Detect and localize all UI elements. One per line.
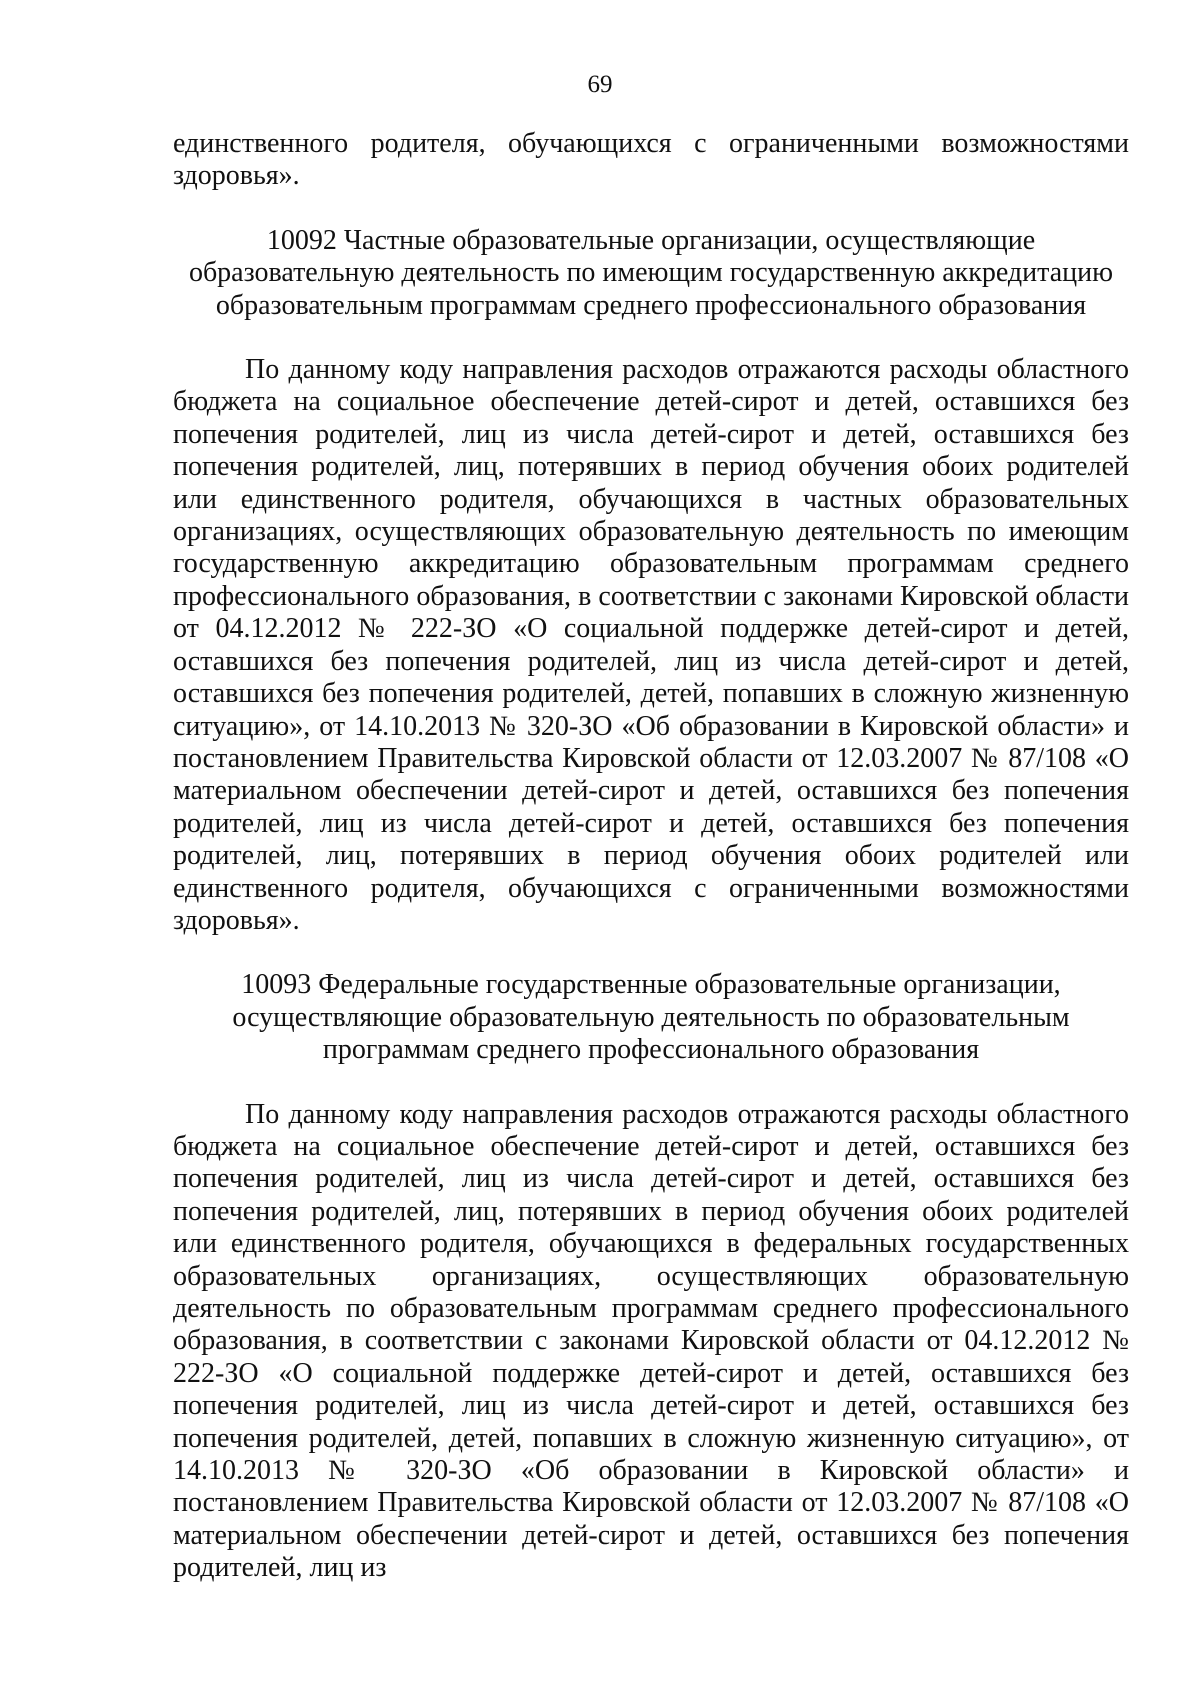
continued-paragraph: единственного родителя, обучающихся с ограниченными возможностями здоровья».	[173, 128, 1129, 192]
document-body	[173, 128, 1129, 1585]
section-heading-10092: 10092 Частные образовательные организации, осуществляющие образовательную деятельность по имеющим государственную аккредитацию образовательным программам среднего профессионального образования	[188, 224, 1114, 321]
page-number: 69	[587, 71, 613, 98]
section-paragraph-10093: По данному коду направления расходов отражаются расходы областного бюджета на социальное обеспечение детей-сирот и детей, оставшихся без попечения родителей, лиц из числа детей-сирот и детей, оставшихся без попечения родителей, лиц, потерявших в период обучения обоих родителей или единственного родителя, обучающихся в федеральных государственных образовательных организациях, осуществляющих образовательную деятельность по образовательным программам среднего профессионального образования, в соответствии с законами Кировской области от 04.12.2012 № 222-ЗО «О социальной поддержке детей-сирот и детей, оставшихся без попечения родителей, лиц из числа детей-сирот и детей, оставшихся без попечения родителей, детей, попавших в сложную жизненную ситуацию», от 14.10.2013 № 320-ЗО «Об образовании в Кировской области» и постановлением Правительства Кировской области от 12.03.2007 № 87/108 «О материальном обеспечении детей-сирот и детей, оставшихся без попечения родителей, лиц из	[173, 1098, 1129, 1584]
section-paragraph-10092: По данному коду направления расходов отражаются расходы областного бюджета на социальное обеспечение детей-сирот и детей, оставшихся без попечения родителей, лиц из числа детей-сирот и детей, оставшихся без попечения родителей, лиц, потерявших в период обучения обоих родителей или единственного родителя, обучающихся в частных образовательных организациях, осуществляющих образовательную деятельность по имеющим государственную аккредитацию образовательным программам среднего профессионального образования, в соответствии с законами Кировской области от 04.12.2012 № 222-ЗО «О социальной поддержке детей-сирот и детей, оставшихся без попечения родителей, лиц из числа детей-сирот и детей, оставшихся без попечения родителей, детей, попавших в сложную жизненную ситуацию», от 14.10.2013 № 320-ЗО «Об образовании в Кировской области» и постановлением Правительства Кировской области от 12.03.2007 № 87/108 «О материальном обеспечении детей-сирот и детей, оставшихся без попечения родителей, лиц из числа детей-сирот и детей, оставшихся без попечения родителей, лиц, потерявших в период обучения обоих родителей или единственного родителя, обучающихся с ограниченными возможностями здоровья».	[173, 354, 1129, 936]
section-heading-10093: 10093 Федеральные государственные образовательные организации, осуществляющие образовательную деятельность по образовательным программам среднего профессионального образования	[232, 969, 1070, 1066]
